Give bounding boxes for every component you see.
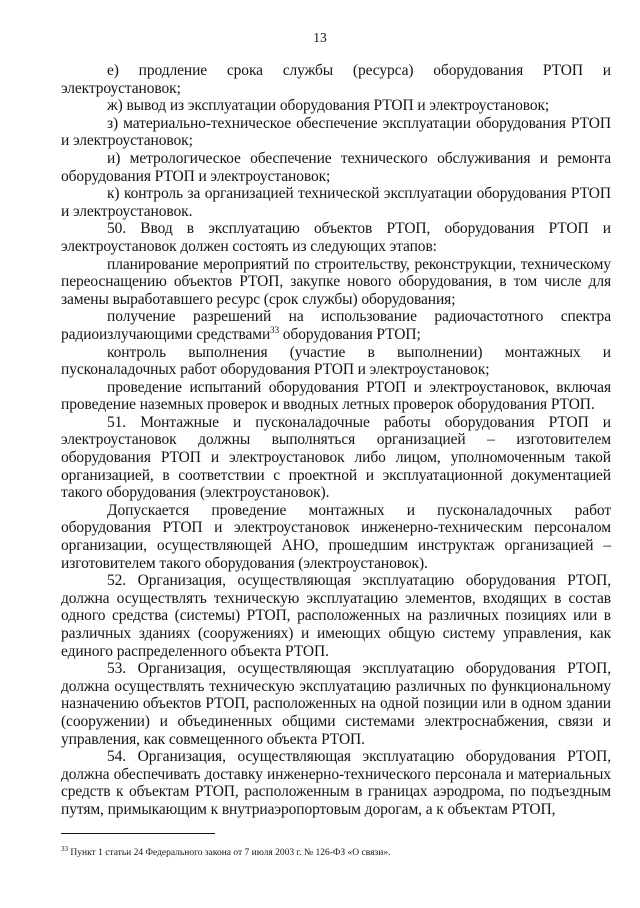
paragraph-clause-51-permission: Допускается проведение монтажных и пусконаладочных работ оборудования РТОП и электроустановок инженерно-техническим персоналом организации, осуществляющей АНО, прошедшим инструктаж организацией – изготовителем такого оборудования (электроустановок). xyxy=(61,501,611,572)
paragraph-item-i: и) метрологическое обеспечение технического обслуживания и ремонта оборудования РТОП и электроустановок; xyxy=(61,149,611,185)
footnote xyxy=(61,844,611,859)
paragraph-clause-51: 51. Монтажные и пусконаладочные работы оборудования РТОП и электроустановок должны выполняться организацией – изготовителем оборудования РТОП и электроустановок либо лицом, уполномоченным такой организацией, в соответствии с проектной и эксплуатационной документацией такого оборудования (электроустановок). xyxy=(61,413,611,502)
paragraph-clause-50: 50. Ввод в эксплуатацию объектов РТОП, оборудования РТОП и электроустановок должен состоять из следующих этапов: xyxy=(61,220,611,255)
paragraph-clause-52: 52. Организация, осуществляющая эксплуатацию оборудования РТОП, должна осуществлять техническую эксплуатацию элементов, входящих в состав одного средства (системы) РТОП, расположенных на различных позициях или в различных зданиях (сооружениях) и имеющих общую систему управления, как единого распределенного объекта РТОП. xyxy=(61,572,611,660)
footnote-divider xyxy=(61,833,215,834)
page-number: 13 xyxy=(313,30,327,45)
paragraph-stage-planning: планирование мероприятий по строительству, реконструкции, техническому переоснащению объектов РТОП, закупке нового оборудования, в том числе для замены выработавшего ресурс (срок службы) оборудования; xyxy=(61,255,611,308)
permits-text-tail: оборудования РТОП; xyxy=(278,325,421,343)
footnote-reference: 33 xyxy=(270,324,279,335)
paragraph-stage-permits xyxy=(61,308,611,343)
paragraph-clause-54: 54. Организация, осуществляющая эксплуатацию оборудования РТОП, должна обеспечивать доставку инженерно-технического персонала и материальных средств к объектам РТОП, расположенным в границах аэродрома, по подъездным путям, примыкающим к внутриаэропортовым дорогам, а к объектам РТОП, xyxy=(61,748,611,818)
paragraph-item-e: е) продление срока службы (ресурса) оборудования РТОП и электроустановок; xyxy=(61,62,611,97)
paragraph-item-zh: ж) вывод из эксплуатации оборудования РТОП и электроустановок; xyxy=(107,97,550,115)
paragraph-item-z: з) материально-техническое обеспечение эксплуатации оборудования РТОП и электроустановок; xyxy=(61,114,611,150)
paragraph-clause-53: 53. Организация, осуществляющая эксплуатацию оборудования РТОП, должна осуществлять техническую эксплуатацию различных по функциональному назначению объектов РТОП, расположенных на одной позиции или в одном здании (сооружении) и объединенных общими системами электроснабжения, связи и управления, как совмещенного объекта РТОП. xyxy=(61,660,611,748)
paragraph-item-k: к) контроль за организацией технической эксплуатации оборудования РТОП и электроустановок. xyxy=(61,185,611,220)
permits-text: получение разрешений на использование радиочастотного спектра радиоизлучающими средствами xyxy=(61,308,611,343)
footnote-text: Пункт 1 статьи 24 Федерального закона от 7 июля 2003 г. № 126-ФЗ «О связи». xyxy=(68,848,391,858)
footnote-mark: 33 xyxy=(61,844,68,853)
paragraph-stage-testing: проведение испытаний оборудования РТОП и электроустановок, включая проведение наземных проверок и вводных летных проверок оборудования РТОП. xyxy=(61,378,611,414)
paragraph-stage-control: контроль выполнения (участие в выполнении) монтажных и пусконаладочных работ оборудования РТОП и электроустановок; xyxy=(61,343,611,379)
body-text xyxy=(61,62,611,819)
